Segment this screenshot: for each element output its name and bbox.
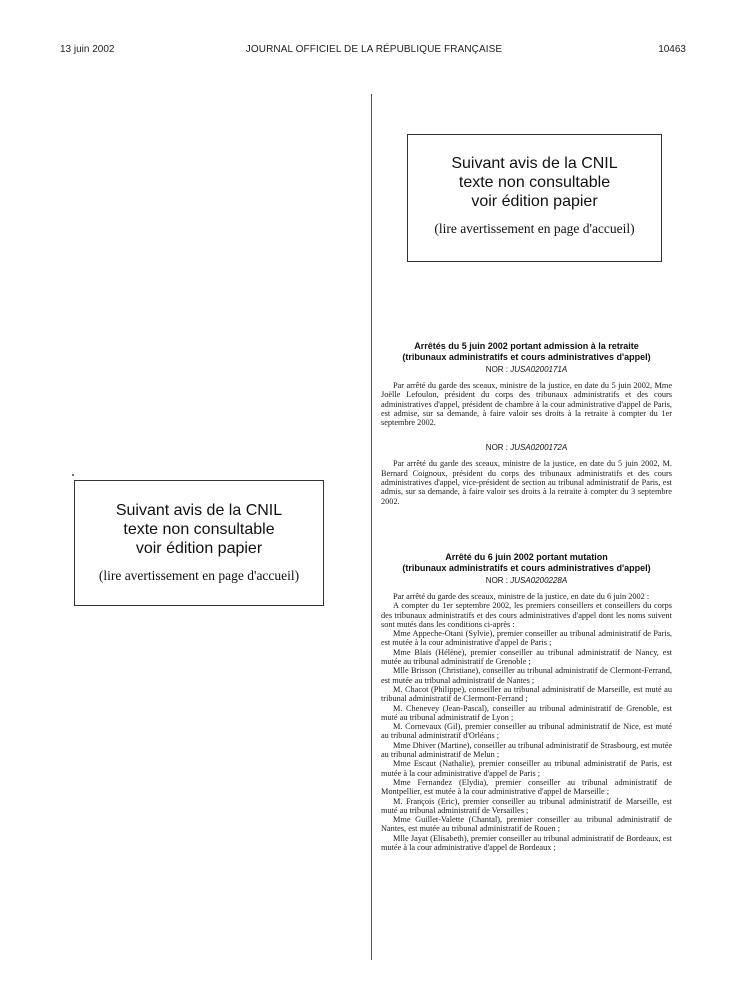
cnil-notice-line1: Suivant avis de la CNIL — [115, 502, 283, 519]
transfer-entry: Mme Fernandez (Elydia), premier conseiller au tribunal administratif de Montpellier, est mutée à la cour administrative d'appel de Marseille ; — [381, 777, 672, 797]
cnil-notice-box-right — [407, 134, 662, 262]
transfer-entry: Mme Guillet-Valette (Chantal), premier conseiller au tribunal administratif de Nantes, est mutée au tribunal administratif de Rouen ; — [381, 815, 672, 834]
decree-paragraph: Par arrêté du garde des sceaux, ministre de la justice, en date du 5 juin 2002, M. Bernard Coignoux, président du corps des tribunaux administratifs et des cours administratives d'appel, vice-président de section au tribunal administratif de Paris, est admis, sur sa demande, à faire valoir ses droits à la retraite à compter du 3 septembre 2002. — [381, 459, 672, 506]
cnil-notice-line2: texte non consultable — [123, 521, 275, 538]
transfer-entry: M. François (Eric), premier conseiller au tribunal administratif de Marseille, est muté au tribunal administratif de Versailles ; — [381, 796, 672, 815]
section-title: Arrêtés du 5 juin 2002 portant admission à la retraite — [414, 341, 639, 351]
nor-reference — [381, 364, 672, 375]
section-subtitle: (tribunaux administratifs et cours administratives d'appel) — [402, 352, 651, 362]
nor-code: JUSA0200171A — [510, 365, 568, 374]
decree-paragraph: Par arrêté du garde des sceaux, ministre de la justice, en date du 5 juin 2002, Mme Joëlle Lefoulon, président du corps des tribunaux administratifs et des cours administratives d'appel, président de chambre à la cour administrative d'appel de Paris, est admise, sur sa demande, à faire valoir ses droits à la retraite à compter du 1er septembre 2002. — [381, 381, 672, 428]
nor-reference — [381, 442, 672, 453]
cnil-notice-line3: voir édition papier — [471, 193, 598, 210]
transfer-entry: M. Chenevey (Jean-Pascal), conseiller au tribunal administratif de Grenoble, est muté au tribunal administratif de Lyon ; — [381, 703, 672, 722]
cnil-notice-line3: voir édition papier — [135, 540, 263, 557]
cnil-notice-note: (lire avertissement en page d'accueil) — [98, 568, 300, 583]
column-divider — [371, 94, 372, 960]
page-number: 10463 — [658, 44, 686, 55]
transfer-entry: Mme Blais (Hélène), premier conseiller au tribunal administratif de Nancy, est mutée au tribunal administratif de Grenoble ; — [381, 647, 672, 667]
nor-label: NOR : — [485, 576, 509, 585]
cnil-notice-line2: texte non consultable — [458, 174, 611, 191]
section-title: Arrêté du 6 juin 2002 portant mutation — [445, 552, 608, 562]
scan-speck — [72, 474, 74, 476]
nor-reference — [381, 575, 672, 586]
cnil-notice-box-left — [74, 480, 324, 606]
nor-code: JUSA0200228A — [510, 576, 568, 585]
journal-title: JOURNAL OFFICIEL DE LA RÉPUBLIQUE FRANÇAISE — [245, 44, 503, 55]
nor-label: NOR : — [485, 443, 509, 453]
cnil-notice-note: (lire avertissement en page d'accueil) — [434, 221, 635, 236]
header-date: 13 juin 2002 — [60, 44, 115, 55]
nor-label: NOR : — [485, 365, 509, 374]
transfer-entry: M. Cornevaux (Gil), premier conseiller au tribunal administratif de Nice, est muté au tribunal administratif d'Orléans ; — [381, 722, 672, 741]
transfer-entry: M. Chacot (Philippe), conseiller au tribunal administratif de Marseille, est muté au tribunal administratif de Clermont-Ferrand ; — [381, 684, 672, 704]
section-subtitle: (tribunaux administratifs et cours administratives d'appel) — [402, 563, 651, 573]
transfer-entry: Mlle Jayat (Elisabeth), premier conseiller au tribunal administratif de Bordeaux, est mutée à la cour administrative d'appel de Bordeaux ; — [381, 833, 672, 853]
decree-paragraph: A compter du 1er septembre 2002, les premiers conseillers et conseillers du corps des tribunaux administratifs et des cours administratives d'appel dont les noms suivent sont mutés dans les conditions ci-après : — [381, 601, 672, 629]
decree-paragraph: Par arrêté du garde des sceaux, ministre de la justice, en date du 6 juin 2002 : — [393, 592, 650, 601]
transfer-entry: Mme Dhiver (Martine), conseiller au tribunal administratif de Strasbourg, est mutée au tribunal administratif de Melun ; — [381, 740, 672, 760]
transfer-entry: Mlle Brisson (Christiane), conseiller au tribunal administratif de Clermont-Ferrand, est mutée au tribunal administratif de Nantes ; — [381, 666, 672, 685]
transfer-entry: Mme Escaut (Nathalie), premier conseiller au tribunal administratif de Paris, est mutée à la cour administrative d'appel de Paris ; — [381, 759, 672, 778]
transfer-entry: Mme Appeche-Otani (Sylvie), premier conseiller au tribunal administratif de Paris, est mutée à la cour administrative d'appel de Paris ; — [381, 629, 672, 648]
section-transfer — [381, 552, 672, 852]
nor-code: JUSA0200172A — [510, 443, 568, 453]
cnil-notice-line1: Suivant avis de la CNIL — [451, 155, 618, 172]
section-retirement — [381, 341, 672, 506]
